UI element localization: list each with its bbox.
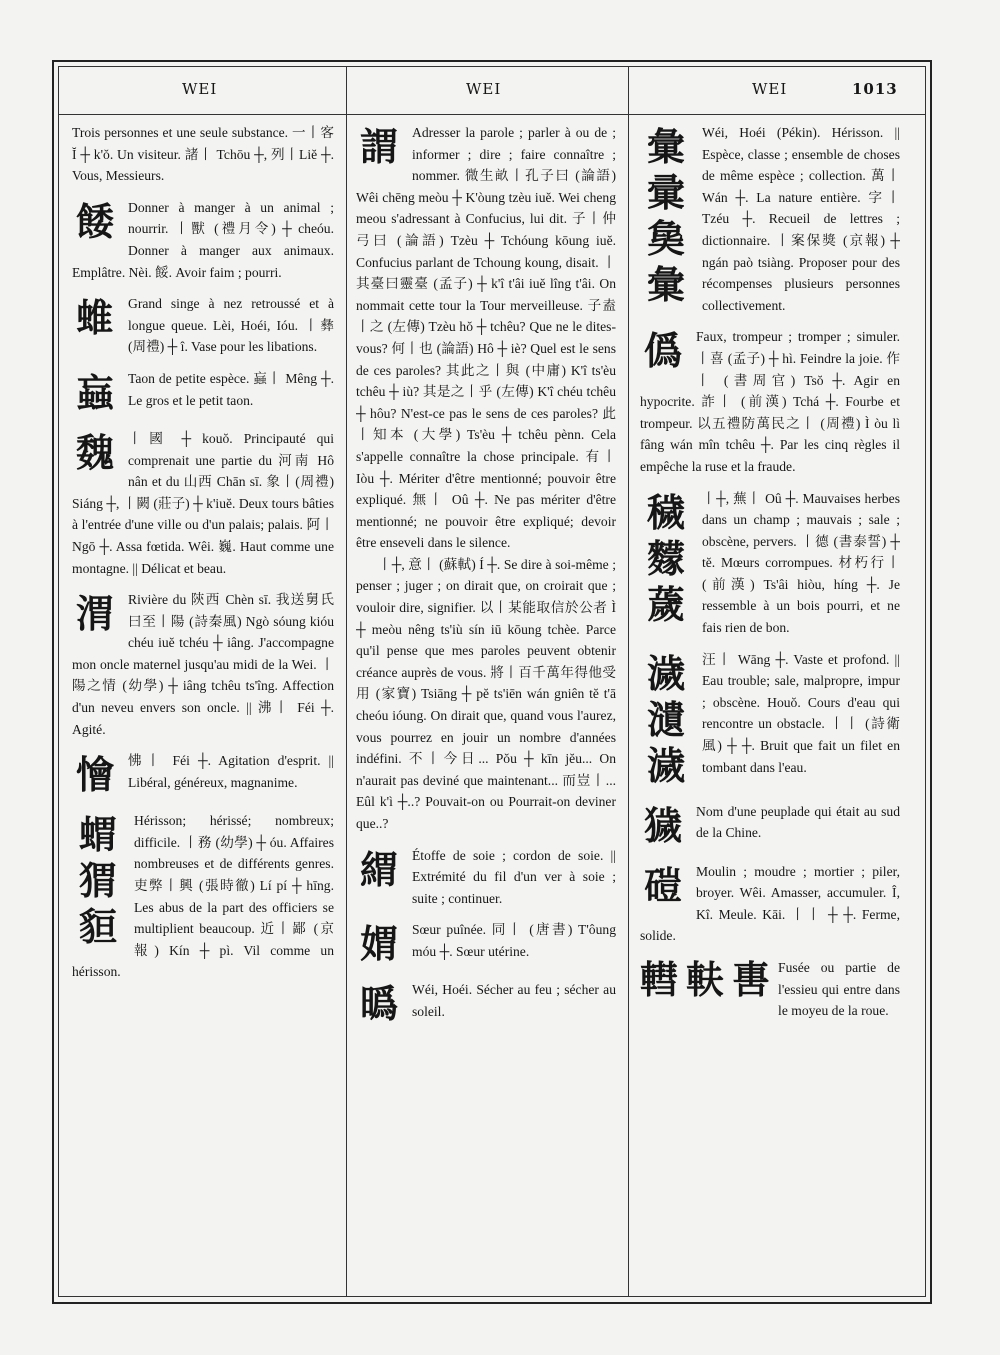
entry xyxy=(640,488,900,639)
entry-definition: Wéi, Hoéi. Sécher au feu ; sécher au soleil. xyxy=(412,982,616,1019)
entry xyxy=(356,919,616,969)
headword-variants xyxy=(640,124,692,308)
header-rule xyxy=(58,114,925,115)
headword-character: 彙 xyxy=(646,263,685,307)
entry xyxy=(356,122,616,835)
entry-definition: 丨┼, 蕪丨 Oû ┼. Mauvaises herbes dans un champ ; mauvais ; sale ; obscène, pervers. 丨德 (書泰誓) ┼ tĕ. Mœurs corrompues. 材朽行丨 (前漢) Ts'âi hiòu, híng ┼. Je ressemble à un bois pourri, et ne fais rien de bon. xyxy=(702,490,900,636)
headword-character: 蜼 xyxy=(75,296,114,341)
headword-character: 彚 xyxy=(646,171,685,215)
entry-intro xyxy=(72,122,334,187)
entry-definition: Étoffe de soie ; cordon de soie. || Extrémité du fil d'un ver à soie ; suite ; continuer. xyxy=(412,847,616,906)
column-divider xyxy=(346,66,347,1296)
headword-character: 猬 xyxy=(78,859,117,904)
entry xyxy=(640,649,900,791)
entry-definition: Adresser la parole ; parler à ou de ; informer ; dire ; faire connaître ; nommer. 微生畝丨孔子曰 (論語) Wêi chēng meòu ┼ K'òung tzèu iuĕ. Wei cheng meou s'adressant à Confucius, lui dit. 子丨仲弓曰 (論語) Tzèu ┼ Tchóung kōung iuĕ. Confucius parlant de Tchoung koung, disait. 丨其臺曰靈臺 (孟子) ┼ k'î t'âi iuĕ lîng t'âi. On nommait cette tour la Tour merveilleuse. 子盍丨之 (左傳) Tzèu hŏ ┼ tchêu? Que ne le dites-vous? 何丨也 (論語) Hô ┼ iè? Quel est le sens de ces paroles? 其此之丨與 (中庸) K'î ts'èu tchêu ┼ iù? 其是之丨乎 (左傳) K'î chéu tchêu ┼ hôu? N'est-ce pas le sens de ces paroles? 此丨知本 (大學) Ts'èu ┼ tchêu pènn. Cela s'appelle connaître la chose principale. 有丨 Iòu ┼. Mériter d'être mentionné; pouvoir être expliqué. 無丨 Oû ┼. Ne pas mériter d'être mentionné; ne pouvoir être expliqué; devoir être enseveli dans le silence. xyxy=(356,125,616,551)
entry xyxy=(72,293,334,358)
headword-character: 軎 xyxy=(732,958,771,1003)
entry xyxy=(72,368,334,418)
entry-definition: Fusée ou partie de l'essieu qui entre dans le moyeu de la roue. xyxy=(778,960,900,1019)
entry-definition: Sœur puînée. 同丨 (唐書) T'ôung móu ┼. Sœur utérine. xyxy=(412,922,616,959)
headword-character: 磑 xyxy=(643,863,682,908)
headword-character: 緭 xyxy=(359,847,398,892)
running-head-right: WEI xyxy=(752,80,788,98)
entry xyxy=(640,861,900,947)
headword-character: 魏 xyxy=(75,430,114,475)
running-head-center: WEI xyxy=(466,80,502,98)
headword-character: 餧 xyxy=(75,199,114,244)
headword-character: 穢 xyxy=(646,490,685,535)
entry-definition-continued: 丨┼, 意丨 (蘇軾) Í ┼. Se dire à soi-même ; penser ; juger ; on dirait que, on croirait que ; vouloir dire, signifier. 以丨某能取信於公者 Ì ┼ meòu nêng ts'iù sín iū kōung tchèe. Parce qu'il pense que mes paroles peuvent obtenir créance auprès de vous. 將丨百千萬年得他受用 (家寶) Tsiāng ┼ pĕ ts'iēn wán gniên tĕ t'ā cheóu ióung. On dirait que, quand vous l'aurez, vous pourrez en jouir un nombre d'années indéfini. 不丨今日... Pŏu ┼ kīn jĕu... On n'aurait pas deviné que maintenant... 而豈丨... Eûl k'ì ┼..? Pouvait-on ou Pourrait-on deviner que..? xyxy=(356,556,616,831)
headword-character: 懀 xyxy=(75,753,114,798)
entry-definition: Hérisson; hérissé; nombreux; difficile. 丨務 (幼學) ┼ óu. Affaires nombreuses et de différents genres. 吏弊丨興 (張時徹) Lí pí ┼ hīng. Les abus de la part des officiers se multiplient beaucoup. 近丨鄙 (京報) Kín ┼ pì. Vil comme un hérisson. xyxy=(72,813,334,980)
entry-definition: Donner à manger à un animal ; nourrir. 丨獸 (禮月令) ┼ cheóu. Donner à manger aux animaux. Emplâtre. Nèi. 餒. Avoir faim ; pourri. xyxy=(72,199,334,280)
column-1 xyxy=(72,122,334,993)
entry-definition: Rivière du 陝西 Chèn sī. 我送舅氏曰至丨陽 (詩秦風) Ngò sóung kióu chéu iuĕ tchéu ┼ iâng. J'accompagne mon oncle maternel jusqu'au midi de la Wei. 丨陽之情 (幼學) ┼ iâng tchêu ts'îng. Affection d'un neveu envers son oncle. || 沸丨 Féi ┼. Agité. xyxy=(72,592,334,737)
headword-character: 薉 xyxy=(646,582,685,627)
headword-variants xyxy=(640,651,692,789)
entry xyxy=(640,326,900,477)
headword-character: 貆 xyxy=(78,905,117,950)
entry xyxy=(72,428,334,579)
entry xyxy=(640,801,900,851)
entry xyxy=(72,197,334,283)
headword-character: 濊 xyxy=(646,743,685,788)
entry-definition: Grand singe à nez retroussé et à longue queue. Lèi, Hoéi, Ióu. 丨彝 (周禮) ┼ î. Vase pour les libations. xyxy=(128,296,334,355)
entry xyxy=(72,589,334,740)
entry-definition: Moulin ; moudre ; mortier ; piler, broyer. Wêi. Amasser, accumuler. Î, Kî. Meule. Kāi. 丨丨 ┼ ┼. Ferme, solide. xyxy=(640,863,900,944)
entry-definition: Trois personnes et une seule substance. 一丨客 Ĭ ┼ k'ŏ. Un visiteur. 諸丨 Tchōu ┼, 列丨Liĕ ┼. Vous, Messieurs. xyxy=(72,125,334,184)
entry xyxy=(72,750,334,800)
entry xyxy=(640,122,900,316)
entry-definition: Nom d'une peuplade qui était au sud de la Chine. xyxy=(696,803,900,841)
headword-character: 蝱 xyxy=(75,370,114,415)
entry xyxy=(356,979,616,1029)
entry-definition: Taon de petite espèce. 蝱丨 Mêng ┼. Le gros et le petit taon. xyxy=(128,370,334,408)
headword-variants xyxy=(640,490,692,628)
column-2 xyxy=(356,122,616,1039)
entry-definition: Wéi, Hoéi (Pékin). Hérisson. || Espèce, classe ; ensemble de choses de même espèce ; collection. 萬丨 Wán ┼. La nature entière. 字丨 Tzéu ┼. Recueil de lettres ; dictionnaire. 丨案保獎 (京報) ┼ ngán paò tsiàng. Proposer pour des récompenses plusieurs personnes collectivement. xyxy=(702,125,900,313)
entry-definition: 汪丨 Wāng ┼. Vaste et profond. || Eau trouble; sale, malpropre, impur ; obscène. Houŏ. Cours d'eau qui rencontre un obstacle. 丨丨 (詩衛風) ┼ ┼. Bruit que fait un filet en tombant dans l'eau. xyxy=(702,651,900,775)
entry-definition: Faux, trompeur ; tromper ; simuler. 丨喜 (孟子) ┼ hì. Feindre la joie. 作丨 (書周官) Tsŏ ┼. Agir en hypocrite. 詐丨 (前漢) Tchá ┼. Fourbe et trompeur. 以五禮防萬民之丨 (周禮) Ì òu lì fâng wán mîn tchêu ┼. Par les cinq règles il empêche la ruse et la fraude. xyxy=(640,329,900,474)
entry-definition: 怫丨 Féi ┼. Agitation d'esprit. || Libéral, généreux, magnanime. xyxy=(128,753,334,790)
headword-variants xyxy=(72,812,124,950)
headword-character: 䡍 xyxy=(686,958,725,1003)
headword-character: 瀢 xyxy=(646,697,685,742)
headword-character: 㚟 xyxy=(646,217,685,261)
headword-character: 轊 xyxy=(640,958,679,1003)
running-head-left: WEI xyxy=(182,80,218,98)
headword-character: 蝟 xyxy=(78,813,117,858)
headword-character: 䵆 xyxy=(646,536,685,581)
entry xyxy=(72,810,334,983)
entry xyxy=(356,845,616,910)
headword-character: 謂 xyxy=(359,125,398,169)
column-divider xyxy=(628,66,629,1296)
entry xyxy=(640,957,900,1022)
headword-character: 渭 xyxy=(75,592,114,637)
headword-character: 彙 xyxy=(646,125,685,169)
page-number: 1013 xyxy=(852,80,898,98)
headword-character: 僞 xyxy=(643,329,682,374)
headword-character: 㬙 xyxy=(359,982,398,1027)
column-3 xyxy=(640,122,900,1032)
headword-character: 濊 xyxy=(646,651,685,696)
entry-definition: 丨國 ┼ kouŏ. Principauté qui comprenait une partie du 河南 Hô nân et du 山西 Chān sī. 象丨(周禮) Siáng ┼, 丨闕 (莊子) ┼ k'iuĕ. Deux tours bâties à l'entrée d'une ville ou d'un palais; palais. 阿丨 Ngō ┼. Assa fœtida. Wêi. 巍. Haut comme une montagne. || Délicat et beau. xyxy=(72,430,334,576)
headword-character: 媦 xyxy=(359,922,398,967)
headword-character: 獩 xyxy=(643,803,682,848)
